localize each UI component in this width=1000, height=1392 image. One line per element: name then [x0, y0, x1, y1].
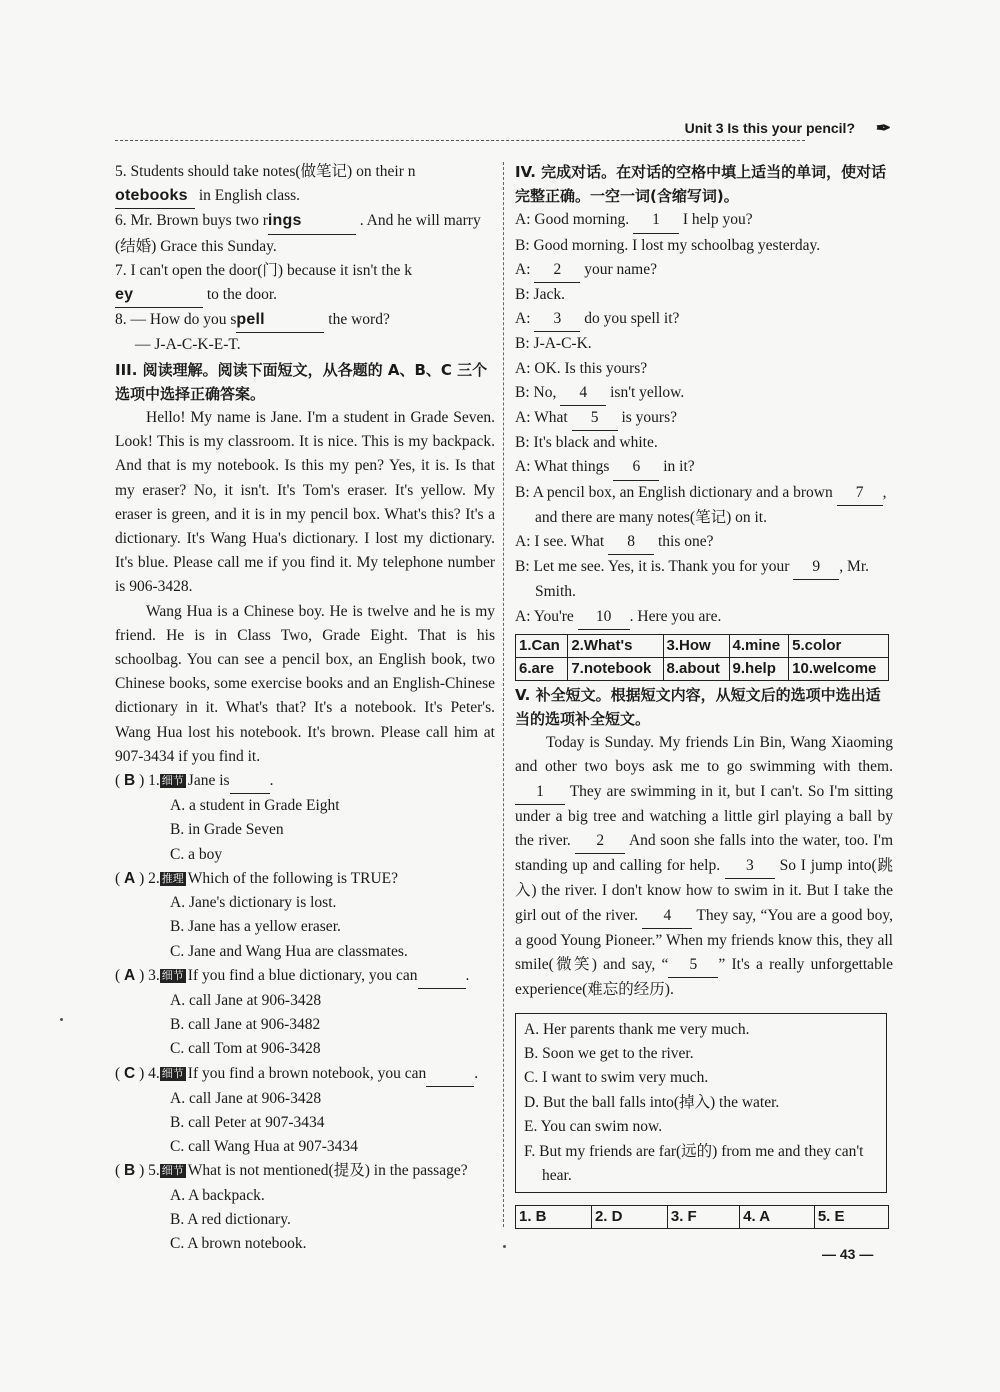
dialog-text: You're — [533, 607, 578, 625]
dialog-text: What things — [534, 458, 614, 476]
section-5-title: V. 补全短文。根据短文内容，从短文后的选项中选出适当的选项补全短文。 — [515, 685, 881, 729]
item-text: 6. Mr. Brown buys two r — [115, 212, 268, 230]
dialog-line — [515, 406, 893, 431]
passage-text: And soon she falls into the water, too. I'm standing up and calling for help. — [515, 832, 894, 875]
item-reply: — J-A-C-K-E-T. — [135, 336, 241, 354]
cloze-option: A. Her parents thank me very much. — [524, 1020, 750, 1038]
answer-option: A. call Jane at 906-3428 — [170, 991, 322, 1009]
blank-number: 2 — [534, 258, 580, 283]
answer-cell: 6.are — [516, 657, 568, 680]
fill-item — [115, 308, 495, 333]
dialog-text: isn't yellow. — [606, 383, 685, 401]
question-stem-end: . — [269, 772, 274, 790]
dialog-line — [515, 234, 893, 258]
reading-questions — [115, 769, 495, 1256]
speaker: B: — [515, 383, 530, 401]
item-text: in English class. — [198, 187, 301, 205]
blank-number: 10 — [578, 605, 630, 630]
column-divider — [503, 162, 504, 1227]
question-number: 3. — [148, 966, 160, 984]
answer-cell: 9.help — [729, 657, 789, 680]
answer-cell: 5.color — [789, 634, 889, 657]
cloze-option: F. But my friends are far(远的) from me and they can't hear. — [524, 1142, 864, 1184]
unit-title: Unit 3 Is this your pencil? — [684, 120, 855, 136]
dialog-text: your name? — [580, 260, 657, 278]
answer-row — [516, 657, 889, 680]
question-number: 4. — [148, 1064, 160, 1082]
speaker: A: — [515, 359, 531, 377]
dialog-text: What — [534, 409, 572, 427]
answer-option: A. Jane's dictionary is lost. — [170, 894, 337, 912]
dialog-text: J-A-C-K. — [533, 335, 592, 353]
dialog-line — [515, 481, 893, 530]
blank-number: 8 — [608, 530, 654, 555]
speaker: A: — [515, 533, 531, 551]
question-type-tag: 细节 — [161, 1164, 184, 1178]
section-4-answer-table — [515, 634, 889, 681]
item-text: 5. Students should take notes(做笔记) on their n — [115, 163, 416, 180]
speaker: B: — [515, 483, 530, 501]
answer-option: B. A red dictionary. — [170, 1210, 291, 1228]
answer-option: C. Jane and Wang Hua are classmates. — [170, 942, 408, 960]
cloze-passage — [515, 731, 893, 1002]
passage-text: They say, “You are a good boy, a good Young Pioneer.” When my friends know this, they all smile(微笑) and say, “ — [515, 906, 893, 974]
answer-cell: 4.mine — [729, 634, 789, 657]
blank-number: 6 — [613, 455, 659, 480]
reading-passage — [115, 406, 495, 769]
dialog-line — [515, 555, 893, 604]
dialog-line — [515, 283, 893, 307]
speaker: A: — [515, 310, 531, 328]
dialog-line — [515, 307, 893, 332]
fill-item — [115, 160, 495, 209]
answer-cell: 5. E — [814, 1206, 888, 1229]
passage-text: ” It's a really unforgettable experience(难忘的经历). — [515, 956, 894, 999]
blank-number: 4 — [560, 381, 606, 406]
question: ( B ) 5. 细节 What is not mentioned(提及) in the passage? — [115, 1162, 468, 1180]
answer-blank — [230, 769, 270, 794]
speaker: A: — [515, 211, 531, 229]
section-5-answer-table — [515, 1205, 889, 1229]
question-answer: B — [124, 1162, 136, 1180]
passage-paragraph: Wang Hua is a Chinese boy. He is twelve and he is my friend. He is in Class Two, Grade Eight. That is his schoolbag. You can see a pencil box, an English book, two Chinese books, some exercise books and an English-Chinese dictionary in it. What's that? It's a notebook. It's Peter's. Wang Hua lost his notebook. It's brown. Please call him at 907-3434 if you find it. — [115, 602, 495, 765]
answer-cell: 2.What's — [568, 634, 663, 657]
question-answer: A — [124, 966, 136, 984]
answer-cell: 1. B — [516, 1206, 592, 1229]
item-text: to the door. — [206, 286, 278, 304]
question-number: 5. — [148, 1162, 160, 1180]
passage-text: So I jump into(跳入) the river. I don't know how to swim in it. But I take the girl out of the river. — [515, 857, 894, 924]
header-rule — [115, 140, 805, 141]
blank-number: 4 — [642, 904, 692, 929]
handwritten-answer: ings — [268, 209, 356, 234]
answer-option: C. call Wang Hua at 907-3434 — [170, 1138, 358, 1156]
blank-number: 7 — [837, 481, 883, 506]
fill-item — [115, 259, 495, 308]
dialog-line — [515, 381, 893, 406]
question-stem: What is not mentioned(提及) in the passage? — [187, 1162, 468, 1180]
right-column — [515, 160, 893, 1231]
item-text: 8. — How do you s — [115, 311, 237, 329]
dialog-text: Good morning. — [534, 211, 633, 229]
speaker: B: — [515, 236, 530, 254]
passage-text: They are swimming in it, but I can't. So I'm sitting under a big tree and watching a little girl playing a ball by the river. — [515, 782, 893, 850]
dialog-line — [515, 605, 893, 630]
dialog-text: do you spell it? — [580, 310, 680, 328]
item-text: 7. I can't open the door(门) because it isn't the k — [115, 261, 412, 279]
question-type-tag: 推理 — [161, 871, 184, 885]
blank-number: 5 — [668, 953, 718, 978]
section-4-title: IV. 完成对话。在对话的空格中填上适当的单词，使对话完整正确。一空一词(含缩写词)。 — [515, 163, 887, 206]
question-number: 1. — [148, 772, 160, 790]
answer-option: C. a boy — [170, 845, 223, 863]
cloze-option: B. Soon we get to the river. — [524, 1044, 694, 1062]
answer-option: B. call Peter at 907-3434 — [170, 1113, 325, 1131]
left-column — [115, 160, 495, 1256]
answer-cell: 1.Can — [516, 634, 568, 657]
passage-text: Today is Sunday. My friends Lin Bin, Wang Xiaoming and other two boys ask me to go swimming with them. — [515, 734, 893, 776]
speaker: A: — [515, 409, 531, 427]
dialog-text: I see. What — [534, 533, 609, 551]
dialog-line — [515, 357, 893, 381]
answer-option: B. Jane has a yellow eraser. — [170, 918, 341, 936]
speaker: B: — [515, 558, 530, 576]
speaker: B: — [515, 434, 530, 452]
answer-option: B. in Grade Seven — [170, 821, 284, 839]
dialog-text: this one? — [654, 533, 714, 551]
dialog-line — [515, 332, 893, 356]
speaker: A: — [515, 260, 531, 278]
dialog — [515, 208, 893, 629]
dialog-line — [515, 455, 893, 480]
answer-cell: 7.notebook — [568, 657, 663, 680]
answer-blank — [426, 1062, 474, 1087]
blank-number: 5 — [572, 406, 618, 431]
dialog-line — [515, 208, 893, 233]
dialog-text: Jack. — [533, 286, 565, 304]
dialog-text: is yours? — [617, 409, 677, 427]
pen-icon: ✒ — [875, 118, 891, 138]
answer-option: C. A brown notebook. — [170, 1234, 307, 1252]
fill-in-items — [115, 160, 495, 358]
speaker: B: — [515, 335, 530, 353]
blank-number: 2 — [575, 829, 625, 854]
speaker: A: — [515, 458, 531, 476]
cloze-option: E. You can swim now. — [524, 1118, 663, 1136]
answer-option: C. call Tom at 906-3428 — [170, 1040, 321, 1058]
answer-blank — [418, 964, 466, 989]
scan-speck — [503, 1245, 506, 1248]
answer-cell: 3. F — [667, 1206, 739, 1229]
dialog-text: , and there are many notes(笔记) on it. — [535, 483, 887, 526]
answer-option: B. call Jane at 906-3482 — [170, 1016, 321, 1034]
cloze-option: C. I want to swim very much. — [524, 1069, 709, 1087]
answer-row — [516, 1206, 889, 1229]
blank-number: 1 — [633, 208, 679, 233]
question: ( A ) 3. 细节 If you find a blue dictionary, you can . — [115, 964, 495, 989]
question: ( B ) 1. 细节 Jane is . — [115, 769, 495, 794]
blank-number: 3 — [534, 307, 580, 332]
speaker: B: — [515, 286, 530, 304]
dialog-text: . Here you are. — [629, 607, 722, 625]
blank-number: 3 — [725, 854, 775, 879]
answer-option: A. call Jane at 906-3428 — [170, 1089, 322, 1107]
answer-cell: 10.welcome — [789, 657, 889, 680]
speaker: A: — [515, 607, 531, 625]
answer-row — [516, 634, 889, 657]
question-stem: If you find a blue dictionary, you can — [187, 966, 418, 984]
answer-option: A. A backpack. — [170, 1186, 265, 1204]
item-text: the word? — [328, 311, 390, 329]
question-stem: Jane is — [187, 772, 230, 790]
question-answer: B — [124, 772, 136, 790]
dialog-text: in it? — [659, 458, 695, 476]
fill-item — [115, 209, 495, 258]
question-stem-end: . — [474, 1064, 479, 1082]
question-answer: C — [124, 1064, 136, 1082]
item-text: . And he will marry (结婚) Grace this Sunday. — [115, 212, 481, 255]
dialog-text: A pencil box, an English dictionary and a brown — [532, 483, 837, 501]
question-stem: Which of the following is TRUE? — [187, 869, 399, 887]
dialog-line — [515, 258, 893, 283]
question: ( A ) 2. 推理 Which of the following is TRUE? — [115, 869, 399, 887]
dialog-text: It's black and white. — [533, 434, 658, 452]
answer-cell: 2. D — [591, 1206, 667, 1229]
cloze-option: D. But the ball falls into(掉入) the water. — [524, 1093, 780, 1111]
dialog-line — [515, 431, 893, 455]
dialog-text: No, — [533, 383, 561, 401]
scan-speck — [60, 1018, 63, 1021]
dialog-text: OK. Is this yours? — [534, 359, 648, 377]
handwritten-answer: ey — [115, 283, 203, 308]
answer-cell: 8.about — [663, 657, 729, 680]
options-box — [515, 1013, 887, 1194]
question-number: 2. — [148, 869, 160, 887]
page-number: — 43 — — [822, 1246, 874, 1262]
answer-option: A. a student in Grade Eight — [170, 797, 340, 815]
answer-cell: 3.How — [663, 634, 729, 657]
dialog-line — [515, 530, 893, 555]
blank-number: 9 — [793, 555, 839, 580]
page-header — [115, 118, 895, 144]
handwritten-answer: pell — [236, 308, 324, 333]
question-stem-end: . — [465, 966, 470, 984]
handwritten-answer: otebooks — [115, 184, 195, 209]
question-type-tag: 细节 — [161, 774, 184, 788]
question-type-tag: 细节 — [161, 968, 184, 982]
question-type-tag: 细节 — [161, 1066, 184, 1080]
dialog-text: Let me see. Yes, it is. Thank you for your — [533, 558, 794, 576]
question-stem: If you find a brown notebook, you can — [187, 1064, 427, 1082]
dialog-text: Good morning. I lost my schoolbag yesterday. — [533, 236, 821, 254]
dialog-text: , Mr. Smith. — [535, 558, 869, 601]
question-answer: A — [124, 869, 136, 887]
dialog-text: I help you? — [678, 211, 753, 229]
passage-paragraph: Hello! My name is Jane. I'm a student in Grade Seven. Look! This is my classroom. It is nice. This is my backpack. And that is my notebook. Is this my pen? Yes, it is. Is that my eraser? No, it isn't. It's Tom's eraser. It's yellow. My eraser is green, and it is in my pencil box. What's this? It's a dictionary. It's Wang Hua's dictionary. I lost my dictionary. It's blue. Please call me if you find it. My telephone number is 906-3428. — [115, 409, 495, 596]
answer-cell: 4. A — [740, 1206, 815, 1229]
section-3-title: III. 阅读理解。阅读下面短文，从各题的 A、B、C 三个选项中选择正确答案。 — [115, 360, 488, 403]
blank-number: 1 — [515, 780, 565, 805]
question: ( C ) 4. 细节 If you find a brown notebook, you can . — [115, 1062, 495, 1087]
